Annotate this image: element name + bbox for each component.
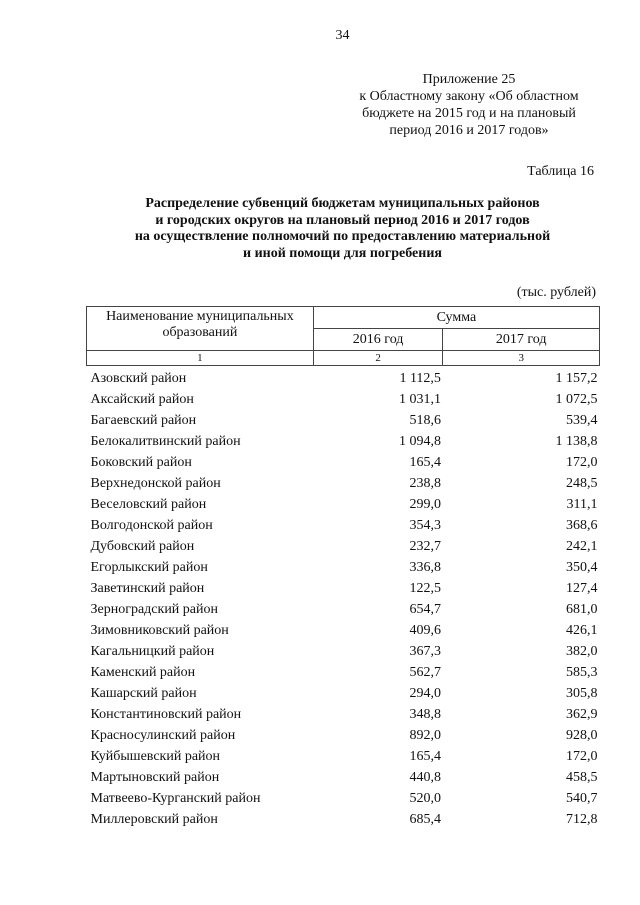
value-2017-cell: 305,8 [566, 686, 598, 701]
value-2016-cell: 440,8 [409, 770, 441, 785]
table-row [87, 494, 600, 515]
table-row [87, 366, 600, 390]
value-2016-cell: 409,6 [409, 623, 441, 638]
value-2017-cell: 1 138,8 [555, 434, 598, 449]
value-2016-cell: 685,4 [409, 812, 441, 827]
value-2016-cell: 336,8 [409, 560, 441, 575]
district-name-cell: Белокалитвинский район [90, 434, 241, 449]
district-name-cell: Боковский район [90, 455, 192, 470]
table-row [87, 683, 600, 704]
district-name-cell: Егорлыкский район [90, 560, 208, 575]
district-name-cell: Дубовский район [90, 539, 195, 554]
value-2017-cell: 540,7 [566, 791, 598, 806]
district-name-cell: Багаевский район [90, 413, 197, 428]
units-label: (тыс. рублей) [516, 285, 596, 300]
value-2016-cell: 299,0 [409, 497, 441, 512]
header-year-2016: 2016 год [313, 329, 443, 351]
value-2016-cell: 367,3 [409, 644, 441, 659]
value-2016-cell: 654,7 [409, 602, 441, 617]
value-2017-cell: 362,9 [566, 707, 598, 722]
appendix-note [330, 71, 608, 139]
table-row [87, 620, 600, 641]
value-2017-cell: 242,1 [566, 539, 598, 554]
table-row [87, 788, 600, 809]
value-2017-cell: 350,4 [566, 560, 598, 575]
table-number: Таблица 16 [527, 164, 594, 179]
table-row [87, 641, 600, 662]
district-name-cell: Мартыновский район [90, 770, 220, 785]
value-2016-cell: 520,0 [409, 791, 441, 806]
value-2017-cell: 382,0 [566, 644, 598, 659]
value-2016-cell: 232,7 [409, 539, 441, 554]
value-2016-cell: 1 031,1 [398, 392, 441, 407]
header-year-2017: 2017 год [443, 329, 600, 351]
table-row [87, 809, 600, 830]
page-number: 34 [335, 28, 350, 43]
table-row [87, 557, 600, 578]
value-2017-cell: 712,8 [566, 812, 598, 827]
title-line-3: на осуществление полномочий по предоставлению материальной [134, 229, 551, 244]
header-row-numbers [87, 351, 600, 366]
table-row [87, 725, 600, 746]
header-name [87, 307, 314, 351]
value-2017-cell: 539,4 [566, 413, 598, 428]
table-row [87, 452, 600, 473]
value-2016-cell: 892,0 [409, 728, 441, 743]
value-2017-cell: 248,5 [566, 476, 598, 491]
header-sum: Сумма [313, 307, 599, 329]
value-2016-cell: 165,4 [409, 455, 441, 470]
header-name-line-1: Наименование муниципальных [106, 309, 294, 324]
table-row [87, 746, 600, 767]
document-title [75, 196, 610, 262]
value-2016-cell: 1 094,8 [398, 434, 441, 449]
value-2016-cell: 1 112,5 [399, 371, 441, 386]
header-name-line-2: образований [162, 325, 238, 340]
table-row [87, 515, 600, 536]
table-row [87, 662, 600, 683]
district-name-cell: Зерноградский район [90, 602, 218, 617]
district-name-cell: Кагальницкий район [90, 644, 215, 659]
value-2017-cell: 172,0 [566, 749, 598, 764]
value-2016-cell: 238,8 [409, 476, 441, 491]
header-row-1 [87, 307, 600, 329]
value-2017-cell: 172,0 [566, 455, 598, 470]
value-2017-cell: 368,6 [566, 518, 598, 533]
district-name-cell: Миллеровский район [90, 812, 218, 827]
value-2017-cell: 681,0 [566, 602, 598, 617]
table-row [87, 767, 600, 788]
table-row [87, 599, 600, 620]
value-2016-cell: 294,0 [409, 686, 441, 701]
table-row [87, 431, 600, 452]
appendix-line-3: бюджете на 2015 год и на плановый [362, 106, 576, 121]
value-2016-cell: 348,8 [409, 707, 441, 722]
table-row [87, 473, 600, 494]
value-2017-cell: 1 072,5 [555, 392, 598, 407]
district-name-cell: Каменский район [90, 665, 196, 680]
district-name-cell: Куйбышевский район [90, 749, 221, 764]
district-name-cell: Зимовниковский район [90, 623, 229, 638]
header-col-number-3: 3 [443, 351, 600, 366]
title-line-2: и городских округов на плановый период 2016 и 2017 годов [155, 212, 530, 228]
title-line-4: и иной помощи для погребения [243, 245, 442, 261]
value-2016-cell: 122,5 [409, 581, 441, 596]
district-name-cell: Константиновский район [90, 707, 242, 722]
district-name-cell: Веселовский район [90, 497, 207, 512]
appendix-line-2: к Областному закону «Об областном [359, 89, 579, 104]
value-2017-cell: 426,1 [566, 623, 598, 638]
table-row [87, 536, 600, 557]
subventions-table [86, 306, 600, 830]
district-name-cell: Аксайский район [90, 392, 194, 407]
district-name-cell: Волгодонской район [90, 518, 213, 533]
value-2016-cell: 165,4 [409, 749, 441, 764]
table-row [87, 410, 600, 431]
table-row [87, 578, 600, 599]
district-name-cell: Кашарский район [90, 686, 197, 701]
value-2017-cell: 1 157,2 [555, 371, 598, 386]
header-col-number-2: 2 [313, 351, 443, 366]
appendix-line-1: Приложение 25 [422, 72, 516, 87]
value-2016-cell: 562,7 [409, 665, 441, 680]
value-2017-cell: 585,3 [566, 665, 598, 680]
value-2017-cell: 127,4 [566, 581, 598, 596]
table-body [87, 366, 600, 831]
value-2017-cell: 311,1 [566, 497, 598, 512]
value-2017-cell: 928,0 [566, 728, 598, 743]
district-name-cell: Красносулинский район [90, 728, 236, 743]
district-name-cell: Верхнедонской район [90, 476, 221, 491]
district-name-cell: Матвеево-Курганский район [90, 791, 261, 806]
appendix-line-4: период 2016 и 2017 годов» [389, 123, 549, 138]
district-name-cell: Заветинский район [90, 581, 205, 596]
table-row [87, 704, 600, 725]
value-2016-cell: 354,3 [409, 518, 441, 533]
table-row [87, 389, 600, 410]
title-line-1: Распределение субвенций бюджетам муниципальных районов [145, 196, 540, 211]
value-2016-cell: 518,6 [409, 413, 441, 428]
value-2017-cell: 458,5 [566, 770, 598, 785]
header-col-number-1: 1 [87, 351, 314, 366]
district-name-cell: Азовский район [90, 371, 187, 386]
